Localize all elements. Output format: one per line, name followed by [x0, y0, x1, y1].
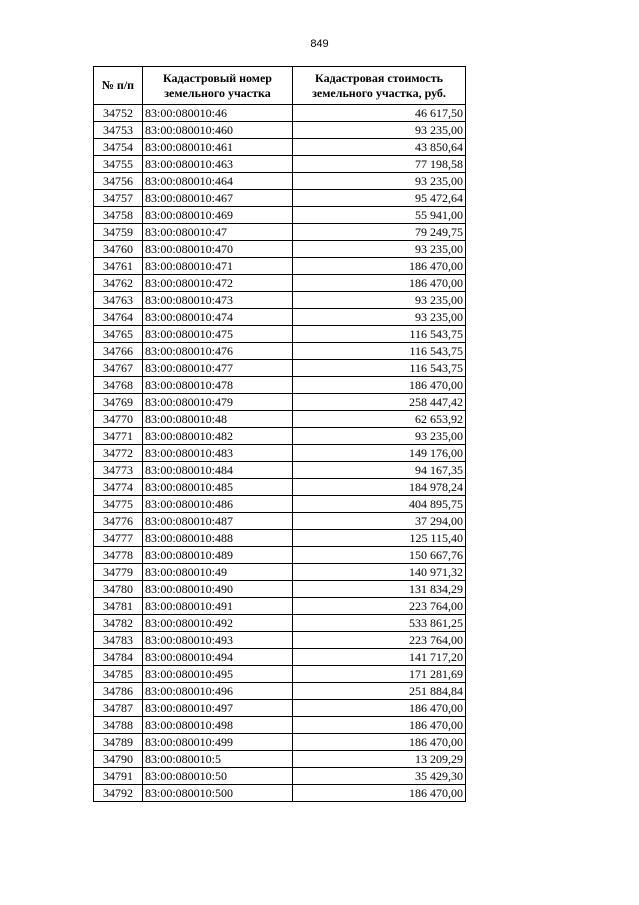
cadastral-value: 184 978,24 — [293, 479, 466, 496]
table-row — [94, 768, 466, 785]
cadastral-number: 83:00:080010:46 — [143, 105, 293, 122]
row-number: 34752 — [94, 105, 143, 122]
row-number: 34767 — [94, 360, 143, 377]
header-cadastral-number: Кадастровый номер земельного участка — [143, 67, 293, 105]
row-number: 34782 — [94, 615, 143, 632]
cadastral-number: 83:00:080010:495 — [143, 666, 293, 683]
table-row — [94, 326, 466, 343]
cadastral-value: 171 281,69 — [293, 666, 466, 683]
row-number: 34766 — [94, 343, 143, 360]
table-row — [94, 581, 466, 598]
table-row — [94, 530, 466, 547]
cadastral-number: 83:00:080010:47 — [143, 224, 293, 241]
table-row — [94, 207, 466, 224]
table-row — [94, 156, 466, 173]
cadastral-value: 125 115,40 — [293, 530, 466, 547]
cadastral-value: 95 472,64 — [293, 190, 466, 207]
cadastral-value: 79 249,75 — [293, 224, 466, 241]
row-number: 34792 — [94, 785, 143, 802]
cadastral-value: 93 235,00 — [293, 241, 466, 258]
table-row — [94, 292, 466, 309]
cadastral-number: 83:00:080010:460 — [143, 122, 293, 139]
cadastral-value-table — [93, 66, 466, 802]
row-number: 34768 — [94, 377, 143, 394]
row-number: 34753 — [94, 122, 143, 139]
cadastral-value: 93 235,00 — [293, 122, 466, 139]
cadastral-value: 116 543,75 — [293, 343, 466, 360]
row-number: 34779 — [94, 564, 143, 581]
row-number: 34788 — [94, 717, 143, 734]
row-number: 34772 — [94, 445, 143, 462]
row-number: 34790 — [94, 751, 143, 768]
cadastral-value: 93 235,00 — [293, 173, 466, 190]
cadastral-number: 83:00:080010:463 — [143, 156, 293, 173]
cadastral-number: 83:00:080010:471 — [143, 258, 293, 275]
table-row — [94, 275, 466, 292]
cadastral-value: 140 971,32 — [293, 564, 466, 581]
cadastral-number: 83:00:080010:484 — [143, 462, 293, 479]
cadastral-number: 83:00:080010:476 — [143, 343, 293, 360]
cadastral-number: 83:00:080010:469 — [143, 207, 293, 224]
row-number: 34787 — [94, 700, 143, 717]
cadastral-number: 83:00:080010:499 — [143, 734, 293, 751]
cadastral-number: 83:00:080010:470 — [143, 241, 293, 258]
cadastral-value: 37 294,00 — [293, 513, 466, 530]
row-number: 34789 — [94, 734, 143, 751]
cadastral-number: 83:00:080010:483 — [143, 445, 293, 462]
row-number: 34756 — [94, 173, 143, 190]
row-number: 34758 — [94, 207, 143, 224]
row-number: 34769 — [94, 394, 143, 411]
cadastral-number: 83:00:080010:497 — [143, 700, 293, 717]
cadastral-number: 83:00:080010:489 — [143, 547, 293, 564]
table-row — [94, 428, 466, 445]
cadastral-value: 46 617,50 — [293, 105, 466, 122]
table-row — [94, 360, 466, 377]
table-row — [94, 700, 466, 717]
table-row — [94, 241, 466, 258]
cadastral-number: 83:00:080010:464 — [143, 173, 293, 190]
table-row — [94, 683, 466, 700]
cadastral-value: 186 470,00 — [293, 717, 466, 734]
table-row — [94, 547, 466, 564]
cadastral-value: 186 470,00 — [293, 785, 466, 802]
header-num: № п/п — [94, 67, 143, 105]
cadastral-number: 83:00:080010:5 — [143, 751, 293, 768]
cadastral-number: 83:00:080010:473 — [143, 292, 293, 309]
cadastral-value: 94 167,35 — [293, 462, 466, 479]
row-number: 34791 — [94, 768, 143, 785]
cadastral-value: 258 447,42 — [293, 394, 466, 411]
table-header-row — [94, 67, 466, 105]
cadastral-value: 251 884,84 — [293, 683, 466, 700]
table-row — [94, 394, 466, 411]
row-number: 34774 — [94, 479, 143, 496]
table-body — [94, 105, 466, 802]
cadastral-value: 43 850,64 — [293, 139, 466, 156]
cadastral-value: 13 209,29 — [293, 751, 466, 768]
cadastral-number: 83:00:080010:461 — [143, 139, 293, 156]
row-number: 34770 — [94, 411, 143, 428]
row-number: 34757 — [94, 190, 143, 207]
cadastral-number: 83:00:080010:482 — [143, 428, 293, 445]
cadastral-value: 93 235,00 — [293, 428, 466, 445]
table-row — [94, 411, 466, 428]
cadastral-number: 83:00:080010:472 — [143, 275, 293, 292]
cadastral-number: 83:00:080010:488 — [143, 530, 293, 547]
cadastral-value: 62 653,92 — [293, 411, 466, 428]
cadastral-number: 83:00:080010:479 — [143, 394, 293, 411]
cadastral-value: 186 470,00 — [293, 258, 466, 275]
table-row — [94, 224, 466, 241]
row-number: 34780 — [94, 581, 143, 598]
cadastral-value: 186 470,00 — [293, 377, 466, 394]
cadastral-value: 93 235,00 — [293, 292, 466, 309]
cadastral-value: 116 543,75 — [293, 360, 466, 377]
row-number: 34763 — [94, 292, 143, 309]
row-number: 34778 — [94, 547, 143, 564]
table-row — [94, 496, 466, 513]
cadastral-number: 83:00:080010:486 — [143, 496, 293, 513]
table-row — [94, 122, 466, 139]
cadastral-number: 83:00:080010:49 — [143, 564, 293, 581]
cadastral-number: 83:00:080010:498 — [143, 717, 293, 734]
table-row — [94, 564, 466, 581]
cadastral-value: 223 764,00 — [293, 598, 466, 615]
table-row — [94, 258, 466, 275]
cadastral-number: 83:00:080010:491 — [143, 598, 293, 615]
row-number: 34785 — [94, 666, 143, 683]
cadastral-value: 141 717,20 — [293, 649, 466, 666]
row-number: 34762 — [94, 275, 143, 292]
row-number: 34754 — [94, 139, 143, 156]
cadastral-value: 186 470,00 — [293, 734, 466, 751]
cadastral-number: 83:00:080010:50 — [143, 768, 293, 785]
cadastral-number: 83:00:080010:494 — [143, 649, 293, 666]
row-number: 34760 — [94, 241, 143, 258]
table-row — [94, 666, 466, 683]
table-row — [94, 377, 466, 394]
table-row — [94, 479, 466, 496]
table-row — [94, 139, 466, 156]
table-row — [94, 751, 466, 768]
row-number: 34775 — [94, 496, 143, 513]
header-cadastral-value: Кадастровая стоимость земельного участка, руб. — [293, 67, 466, 105]
row-number: 34771 — [94, 428, 143, 445]
cadastral-number: 83:00:080010:487 — [143, 513, 293, 530]
table-row — [94, 309, 466, 326]
table-row — [94, 445, 466, 462]
cadastral-number: 83:00:080010:492 — [143, 615, 293, 632]
row-number: 34755 — [94, 156, 143, 173]
table-row — [94, 190, 466, 207]
row-number: 34759 — [94, 224, 143, 241]
cadastral-value: 186 470,00 — [293, 275, 466, 292]
table-row — [94, 734, 466, 751]
table-row — [94, 513, 466, 530]
cadastral-value: 223 764,00 — [293, 632, 466, 649]
cadastral-value: 35 429,30 — [293, 768, 466, 785]
row-number: 34781 — [94, 598, 143, 615]
table-row — [94, 615, 466, 632]
cadastral-number: 83:00:080010:477 — [143, 360, 293, 377]
table-row — [94, 343, 466, 360]
cadastral-value: 77 198,58 — [293, 156, 466, 173]
table-row — [94, 462, 466, 479]
page-number: 849 — [310, 38, 329, 50]
cadastral-value: 149 176,00 — [293, 445, 466, 462]
cadastral-value: 533 861,25 — [293, 615, 466, 632]
cadastral-number: 83:00:080010:485 — [143, 479, 293, 496]
table-row — [94, 105, 466, 122]
table-row — [94, 632, 466, 649]
cadastral-number: 83:00:080010:496 — [143, 683, 293, 700]
table-row — [94, 649, 466, 666]
cadastral-value: 55 941,00 — [293, 207, 466, 224]
row-number: 34783 — [94, 632, 143, 649]
cadastral-value: 186 470,00 — [293, 700, 466, 717]
cadastral-value: 93 235,00 — [293, 309, 466, 326]
row-number: 34786 — [94, 683, 143, 700]
table-row — [94, 598, 466, 615]
row-number: 34764 — [94, 309, 143, 326]
row-number: 34776 — [94, 513, 143, 530]
table-row — [94, 717, 466, 734]
cadastral-number: 83:00:080010:490 — [143, 581, 293, 598]
cadastral-number: 83:00:080010:478 — [143, 377, 293, 394]
cadastral-number: 83:00:080010:467 — [143, 190, 293, 207]
cadastral-number: 83:00:080010:475 — [143, 326, 293, 343]
row-number: 34773 — [94, 462, 143, 479]
table-row — [94, 173, 466, 190]
cadastral-number: 83:00:080010:48 — [143, 411, 293, 428]
row-number: 34777 — [94, 530, 143, 547]
cadastral-number: 83:00:080010:474 — [143, 309, 293, 326]
row-number: 34784 — [94, 649, 143, 666]
cadastral-value: 150 667,76 — [293, 547, 466, 564]
row-number: 34761 — [94, 258, 143, 275]
cadastral-number: 83:00:080010:493 — [143, 632, 293, 649]
row-number: 34765 — [94, 326, 143, 343]
table-row — [94, 785, 466, 802]
cadastral-value: 404 895,75 — [293, 496, 466, 513]
cadastral-number: 83:00:080010:500 — [143, 785, 293, 802]
cadastral-value: 131 834,29 — [293, 581, 466, 598]
cadastral-value: 116 543,75 — [293, 326, 466, 343]
